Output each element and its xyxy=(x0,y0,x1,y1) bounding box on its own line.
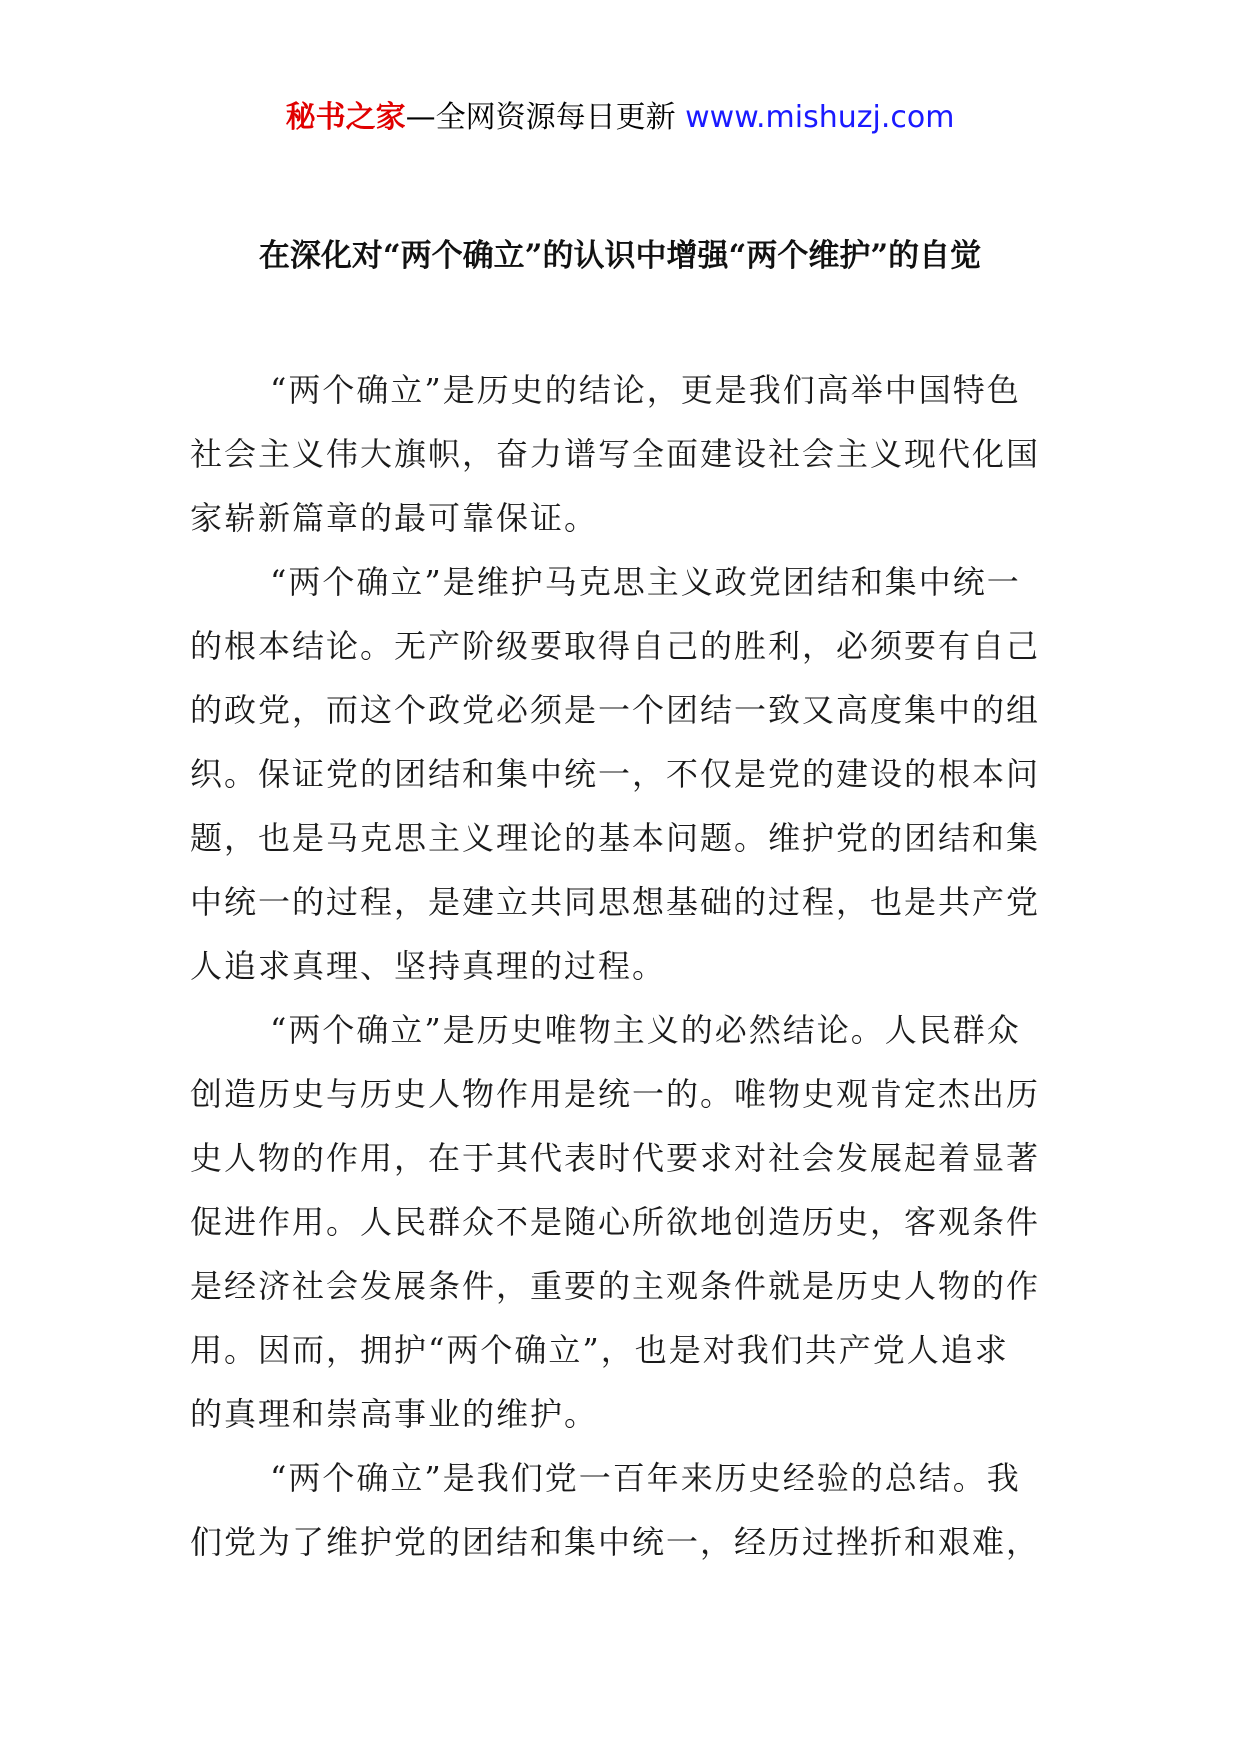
paragraph-line: “两个确立”是维护马克思主义政党团结和集中统一 xyxy=(270,563,1021,601)
paragraph-line: 是经济社会发展条件，重要的主观条件就是历史人物的作 xyxy=(190,1267,1041,1305)
header-tagline: —全网资源每日更新 xyxy=(405,100,686,135)
paragraph xyxy=(190,550,1050,998)
paragraph-line: 人追求真理、坚持真理的过程。 xyxy=(190,947,667,985)
paragraph-line: 家崭新篇章的最可靠保证。 xyxy=(190,499,599,537)
paragraph-line: 促进作用。人民群众不是随心所欲地创造历史，客观条件 xyxy=(190,1203,1041,1241)
paragraph-line: 史人物的作用，在于其代表时代要求对社会发展起着显著 xyxy=(190,1139,1041,1177)
paragraph-line: 们党为了维护党的团结和集中统一，经历过挫折和艰难， xyxy=(190,1523,1041,1561)
paragraph-line: 题，也是马克思主义理论的基本问题。维护党的团结和集 xyxy=(190,819,1041,857)
paragraph-line: 的根本结论。无产阶级要取得自己的胜利，必须要有自己 xyxy=(190,627,1041,665)
paragraph-line: 的真理和崇高事业的维护。 xyxy=(190,1395,599,1433)
document-title: 在深化对“两个确立”的认识中增强“两个维护”的自觉 xyxy=(258,238,982,274)
paragraph-line: “两个确立”是历史的结论，更是我们高举中国特色 xyxy=(270,371,1021,409)
paragraph-line: 创造历史与历史人物作用是统一的。唯物史观肯定杰出历 xyxy=(190,1075,1041,1113)
paragraph-line: “两个确立”是历史唯物主义的必然结论。人民群众 xyxy=(270,1011,1021,1049)
brand-name: 秘书之家 xyxy=(285,100,406,135)
paragraph-line: 中统一的过程，是建立共同思想基础的过程，也是共产党 xyxy=(190,883,1041,921)
paragraph xyxy=(190,1446,1050,1574)
paragraph xyxy=(190,998,1050,1446)
site-header xyxy=(0,98,1240,138)
paragraph-line: 用。因而，拥护“两个确立”，也是对我们共产党人追求 xyxy=(190,1331,1009,1369)
paragraph-line: “两个确立”是我们党一百年来历史经验的总结。我 xyxy=(270,1459,1021,1497)
paragraph-line: 社会主义伟大旗帜，奋力谱写全面建设社会主义现代化国 xyxy=(190,435,1041,473)
document-body xyxy=(190,358,1050,1574)
paragraph-line: 织。保证党的团结和集中统一，不仅是党的建设的根本问 xyxy=(190,755,1041,793)
paragraph-line: 的政党，而这个政党必须是一个团结一致又高度集中的组 xyxy=(190,691,1041,729)
paragraph xyxy=(190,358,1050,550)
site-url-link[interactable]: www.mishuzj.com xyxy=(685,100,955,135)
